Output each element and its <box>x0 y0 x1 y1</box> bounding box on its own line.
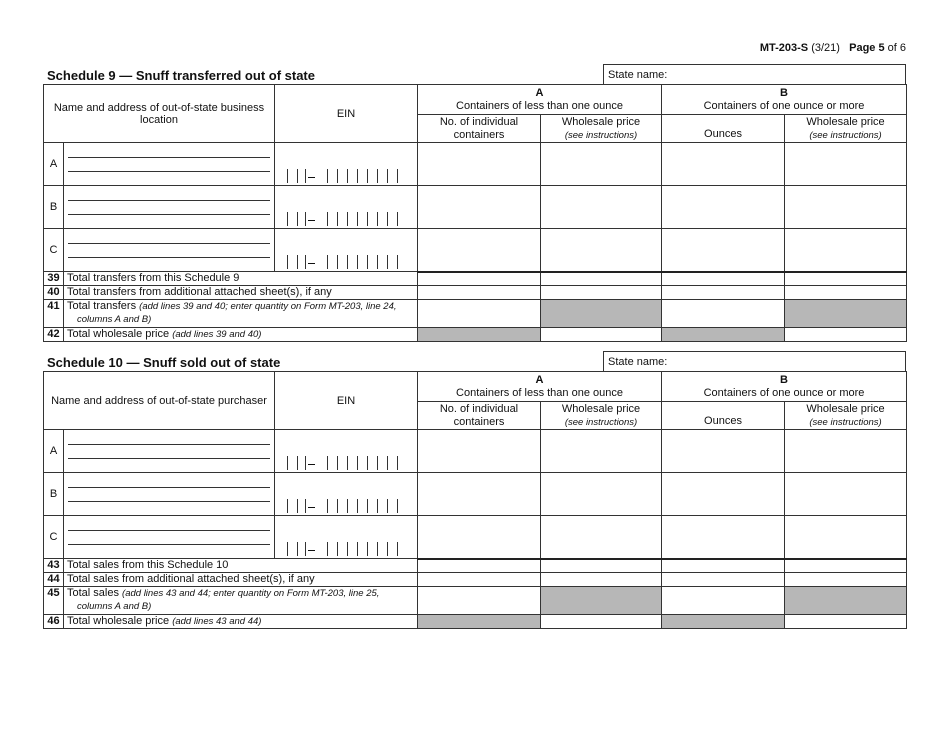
price-input[interactable] <box>785 473 907 516</box>
price-total[interactable] <box>785 559 907 573</box>
name-address-header: Name and address of out-of-state business location <box>44 85 275 143</box>
price-input[interactable] <box>785 430 907 473</box>
price-input[interactable] <box>785 229 907 272</box>
total-line <box>44 615 907 629</box>
line-label: Total wholesale price (add lines 43 and 44) <box>64 615 418 629</box>
total-line <box>44 300 907 328</box>
row-letter: B <box>44 473 64 516</box>
schedule-title: Schedule 9 — Snuff transferred out of state <box>47 68 315 83</box>
ein-input[interactable] <box>275 143 418 186</box>
line-number: 41 <box>44 300 64 328</box>
name-address-input[interactable] <box>64 430 275 473</box>
ein-input[interactable] <box>275 516 418 559</box>
row-letter: A <box>44 430 64 473</box>
schedule-table <box>43 84 907 342</box>
price-total[interactable] <box>785 286 907 300</box>
price-input[interactable] <box>541 143 662 186</box>
ounces-total[interactable] <box>662 272 785 286</box>
ounces-input[interactable] <box>662 430 785 473</box>
ounces-total[interactable] <box>662 573 785 587</box>
name-address-header: Name and address of out-of-state purchaser <box>44 372 275 430</box>
price-total <box>541 587 662 615</box>
price-total[interactable] <box>541 272 662 286</box>
ounces-input[interactable] <box>662 516 785 559</box>
price-total[interactable] <box>785 615 907 629</box>
name-address-input[interactable] <box>64 186 275 229</box>
price-header: Wholesale price (see instructions) <box>785 115 907 143</box>
count-input[interactable] <box>418 143 541 186</box>
entry-row <box>44 430 907 473</box>
ein-input[interactable] <box>275 430 418 473</box>
line-number: 44 <box>44 573 64 587</box>
row-letter: B <box>44 186 64 229</box>
ounces-total[interactable] <box>662 286 785 300</box>
col-b-header: B Containers of one ounce or more <box>662 372 907 402</box>
count-input[interactable] <box>418 229 541 272</box>
ein-input[interactable] <box>275 473 418 516</box>
count-header: No. of individual containers <box>418 402 541 430</box>
price-total <box>785 587 907 615</box>
name-address-input[interactable] <box>64 229 275 272</box>
ounces-total <box>662 328 785 342</box>
name-address-input[interactable] <box>64 473 275 516</box>
state-name-field[interactable] <box>603 64 906 84</box>
count-total[interactable] <box>418 272 541 286</box>
price-total[interactable] <box>541 559 662 573</box>
form-rev: (3/21) <box>811 42 840 54</box>
total-line <box>44 559 907 573</box>
ounces-input[interactable] <box>662 186 785 229</box>
count-input[interactable] <box>418 186 541 229</box>
ounces-total[interactable] <box>662 559 785 573</box>
price-input[interactable] <box>541 186 662 229</box>
count-total <box>418 615 541 629</box>
state-name-field[interactable] <box>603 351 906 371</box>
ounces-header: Ounces <box>662 115 785 143</box>
price-input[interactable] <box>541 229 662 272</box>
page-label: Page 5 <box>849 42 885 54</box>
price-input[interactable] <box>785 516 907 559</box>
count-input[interactable] <box>418 516 541 559</box>
row-letter: A <box>44 143 64 186</box>
form-id: MT-203-S <box>759 42 809 54</box>
total-line <box>44 272 907 286</box>
count-header: No. of individual containers <box>418 115 541 143</box>
price-total[interactable] <box>541 286 662 300</box>
ounces-input[interactable] <box>662 473 785 516</box>
ounces-header: Ounces <box>662 402 785 430</box>
line-label: Total transfers from this Schedule 9 <box>64 272 418 286</box>
col-b-header: B Containers of one ounce or more <box>662 85 907 115</box>
ein-input[interactable] <box>275 229 418 272</box>
line-label: Total transfers (add lines 39 and 40; enter quantity on Form MT-203, line 24, columns A and B) <box>64 300 418 328</box>
line-label: Total wholesale price (add lines 39 and 40) <box>64 328 418 342</box>
ounces-total[interactable] <box>662 587 785 615</box>
name-address-input[interactable] <box>64 143 275 186</box>
state-name-label: State name: <box>608 356 668 368</box>
ounces-total <box>662 615 785 629</box>
line-label: Total sales from this Schedule 10 <box>64 559 418 573</box>
price-total[interactable] <box>541 328 662 342</box>
price-total <box>541 300 662 328</box>
ein-input[interactable] <box>275 186 418 229</box>
price-input[interactable] <box>541 430 662 473</box>
line-label: Total transfers from additional attached sheet(s), if any <box>64 286 418 300</box>
price-total[interactable] <box>785 272 907 286</box>
line-number: 46 <box>44 615 64 629</box>
price-input[interactable] <box>541 473 662 516</box>
page-header <box>760 42 906 54</box>
row-letter: C <box>44 229 64 272</box>
name-address-input[interactable] <box>64 516 275 559</box>
ounces-input[interactable] <box>662 229 785 272</box>
schedule-title: Schedule 10 — Snuff sold out of state <box>47 355 281 370</box>
line-label: Total sales from additional attached sheet(s), if any <box>64 573 418 587</box>
ounces-input[interactable] <box>662 143 785 186</box>
schedule-table <box>43 371 907 629</box>
line-number: 45 <box>44 587 64 615</box>
line-number: 43 <box>44 559 64 573</box>
page-of: of 6 <box>887 42 906 54</box>
count-total[interactable] <box>418 300 541 328</box>
count-input[interactable] <box>418 430 541 473</box>
count-total[interactable] <box>418 286 541 300</box>
entry-row <box>44 516 907 559</box>
total-line <box>44 286 907 300</box>
col-a-header: A Containers of less than one ounce <box>418 372 662 402</box>
ein-header: EIN <box>275 372 418 430</box>
price-total[interactable] <box>541 573 662 587</box>
line-number: 40 <box>44 286 64 300</box>
entry-row <box>44 229 907 272</box>
price-total[interactable] <box>541 615 662 629</box>
total-line <box>44 573 907 587</box>
state-name-label: State name: <box>608 69 668 81</box>
entry-row <box>44 186 907 229</box>
total-line <box>44 328 907 342</box>
line-number: 39 <box>44 272 64 286</box>
price-header: Wholesale price (see instructions) <box>785 402 907 430</box>
price-header: Wholesale price (see instructions) <box>541 402 662 430</box>
count-total[interactable] <box>418 573 541 587</box>
ein-header: EIN <box>275 85 418 143</box>
col-a-header: A Containers of less than one ounce <box>418 85 662 115</box>
price-total[interactable] <box>785 573 907 587</box>
count-total[interactable] <box>418 587 541 615</box>
line-number: 42 <box>44 328 64 342</box>
count-total[interactable] <box>418 559 541 573</box>
price-total[interactable] <box>785 328 907 342</box>
count-total <box>418 328 541 342</box>
price-input[interactable] <box>785 186 907 229</box>
row-letter: C <box>44 516 64 559</box>
count-input[interactable] <box>418 473 541 516</box>
price-header: Wholesale price (see instructions) <box>541 115 662 143</box>
ounces-total[interactable] <box>662 300 785 328</box>
price-input[interactable] <box>541 516 662 559</box>
total-line <box>44 587 907 615</box>
price-input[interactable] <box>785 143 907 186</box>
entry-row <box>44 473 907 516</box>
line-label: Total sales (add lines 43 and 44; enter quantity on Form MT-203, line 25, columns A and B) <box>64 587 418 615</box>
entry-row <box>44 143 907 186</box>
price-total <box>785 300 907 328</box>
